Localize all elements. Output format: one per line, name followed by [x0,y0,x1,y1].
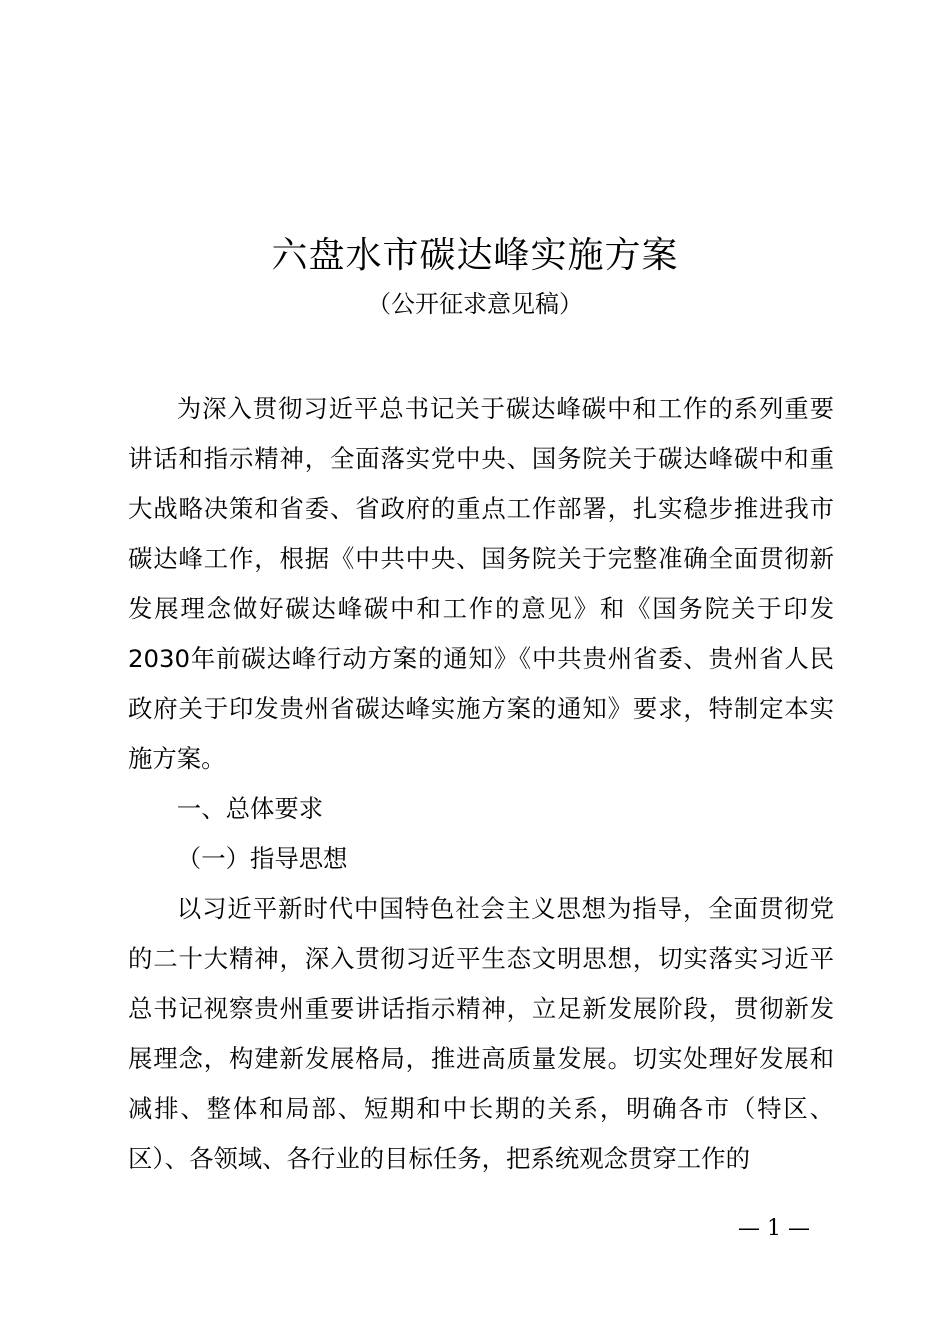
subsection-heading-guiding-ideology: （一）指导思想 [176,844,348,873]
page-number: — 1 — [738,1216,810,1241]
guiding-ideology-paragraph: 以习近平新时代中国特色社会主义思想为指导，全面贯彻党的二十大精神，深入贯彻习近平生态文明思想，切实落实习近平总书记视察贵州重要讲话指示精神，立足新发展阶段，贯彻新发展理念，构建新发展格局，推进高质量发展。切实处理好发展和减排、整体和局部、短期和中长期的关系，明确各市（特区、区）、各领域、各行业的目标任务，把系统观念贯穿工作的 [128,894,834,1173]
document-body [128,384,834,1184]
document-title: 六盘水市碳达峰实施方案 [271,235,679,276]
section-heading-overall-requirements: 一、总体要求 [176,794,324,823]
document-subtitle: （公开征求意见稿） [367,290,583,318]
intro-paragraph: 为深入贯彻习近平总书记关于碳达峰碳中和工作的系列重要讲话和指示精神，全面落实党中央、国务院关于碳达峰碳中和重大战略决策和省委、省政府的重点工作部署，扎实稳步推进我市碳达峰工作，根据《中共中央、国务院关于完整准确全面贯彻新发展理念做好碳达峰碳中和工作的意见》和《国务院关于印发2030年前碳达峰行动方案的通知》《中共贵州省委、贵州省人民政府关于印发贵州省碳达峰实施方案的通知》要求，特制定本实施方案。 [128,394,834,773]
